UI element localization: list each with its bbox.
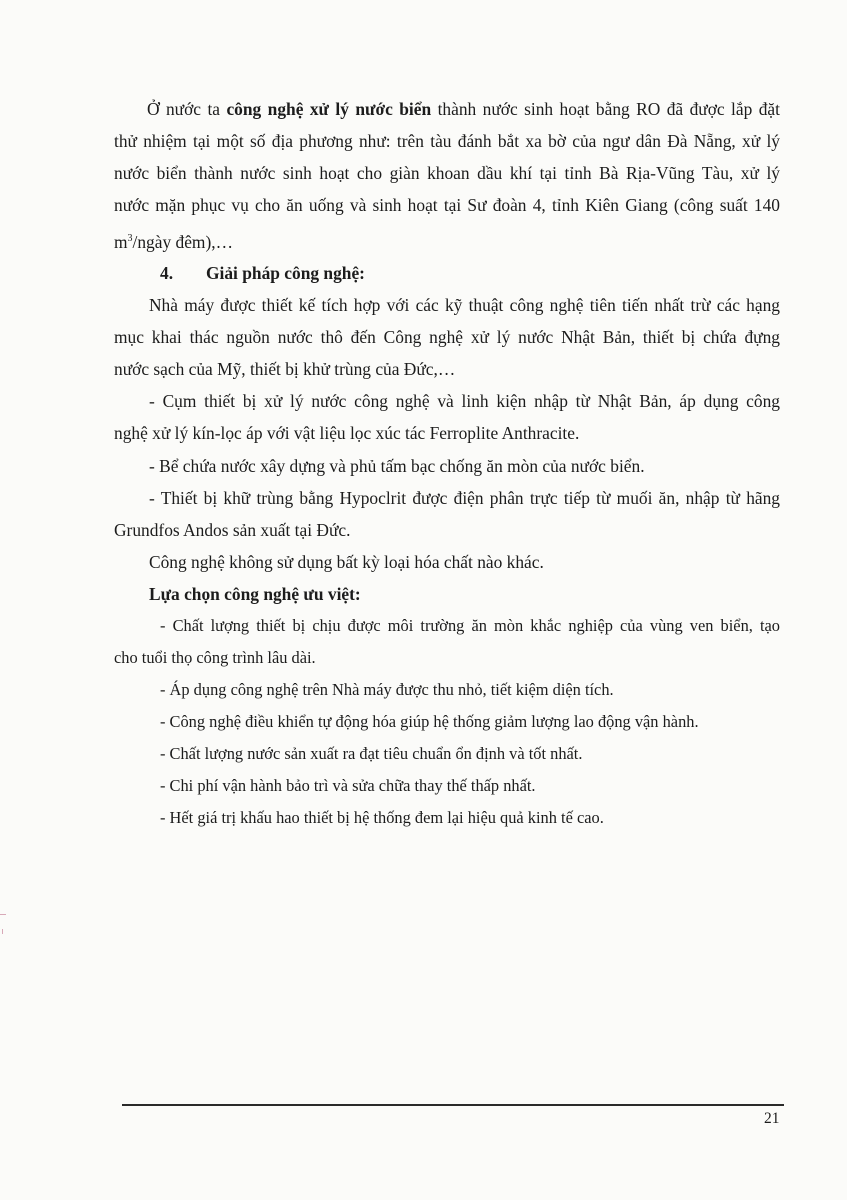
superscript: 3: [127, 233, 133, 244]
bold-term: công nghệ xử lý nước biển: [226, 99, 432, 119]
scan-mark: [2, 929, 3, 934]
paragraph-line: Công nghệ không sử dụng bất kỳ loại hóa chất nào khác.: [149, 552, 544, 572]
bullet-line: Grundfos Andos sản xuất tại Đức.: [114, 520, 351, 540]
text-run: thành nước sinh hoạt bằng RO đã được lắp đặt: [431, 99, 780, 119]
advantage-line: - Chất lượng nước sản xuất ra đạt tiêu chuẩn ổn định và tốt nhất.: [160, 744, 583, 763]
text-run: m: [114, 232, 128, 252]
paragraph-line: Nhà máy được thiết kế tích hợp với các kỹ thuật công nghệ tiên tiến nhất trừ các hạng: [149, 295, 780, 315]
section-title: Giải pháp công nghệ:: [206, 263, 365, 283]
paragraph-line: [147, 98, 780, 120]
paragraph-line: [114, 228, 233, 253]
advantage-line: - Công nghệ điều khiển tự động hóa giúp hệ thống giảm lượng lao động vận hành.: [160, 712, 699, 731]
text-run: /ngày đêm),…: [132, 232, 233, 252]
bullet-line: - Bể chứa nước xây dựng và phủ tấm bạc chống ăn mòn của nước biển.: [149, 456, 645, 476]
page-number: 21: [764, 1110, 780, 1127]
text-run: Ở nước ta: [147, 99, 227, 119]
section-number: 4.: [160, 263, 174, 283]
advantage-line: - Chất lượng thiết bị chịu được môi trường ăn mòn khắc nghiệp của vùng ven biển, tạo: [160, 616, 780, 635]
bullet-line: - Thiết bị khữ trùng bằng Hypoclrit được điện phân trực tiếp từ muối ăn, nhập từ hãng: [149, 488, 780, 508]
subsection-heading: Lựa chọn công nghệ ưu việt:: [149, 584, 361, 604]
scan-mark: [0, 914, 6, 915]
advantage-line: - Áp dụng công nghệ trên Nhà máy được thu nhỏ, tiết kiệm diện tích.: [160, 680, 614, 699]
advantage-line: cho tuổi thọ công trình lâu dài.: [114, 648, 316, 667]
paragraph-line: thử nhiệm tại một số địa phương như: trên tàu đánh bắt xa bờ của ngư dân Đà Nẵng, xử lý: [114, 131, 780, 151]
paragraph-line: mục khai thác nguồn nước thô đến Công nghệ xử lý nước Nhật Bản, thiết bị chứa đựng: [114, 327, 780, 347]
footer-rule: [122, 1104, 784, 1106]
paragraph-line: nước biển thành nước sinh hoạt cho giàn khoan dầu khí tại tỉnh Bà Rịa-Vũng Tàu, xử lý: [114, 163, 780, 183]
advantage-line: - Chi phí vận hành bảo trì và sửa chữa thay thế thấp nhất.: [160, 776, 536, 795]
paragraph-line: nước mặn phục vụ cho ăn uống và sinh hoạt tại Sư đoàn 4, tỉnh Kiên Giang (công suất 140: [114, 195, 780, 215]
advantage-line: - Hết giá trị khấu hao thiết bị hệ thống đem lại hiệu quả kinh tế cao.: [160, 808, 604, 827]
bullet-line: nghệ xử lý kín-lọc áp với vật liệu lọc xúc tác Ferroplite Anthracite.: [114, 423, 580, 443]
paragraph-line: nước sạch của Mỹ, thiết bị khử trùng của Đức,…: [114, 359, 456, 379]
bullet-line: - Cụm thiết bị xử lý nước công nghệ và linh kiện nhập từ Nhật Bản, áp dụng công: [149, 391, 780, 411]
